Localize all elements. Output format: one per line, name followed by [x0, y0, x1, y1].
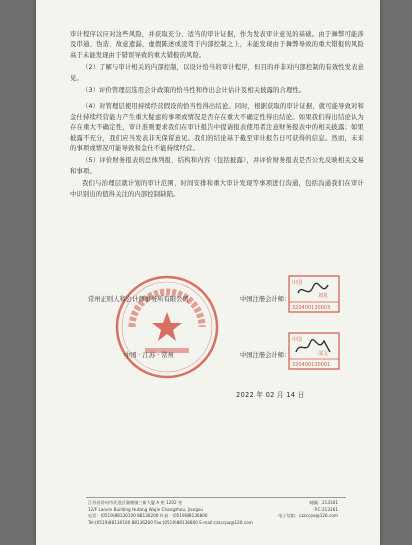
address-en: 12/F Lanxin Building Hutang Wujin Changzhou, Jiangsu — [88, 506, 203, 512]
svg-text:320400130001: 320400130001 — [292, 362, 331, 368]
cpa-label-2: 中国注册会计师： — [240, 352, 291, 359]
svg-text:320400130003: 320400130003 — [292, 305, 331, 311]
postcode-cn: 邮编：213161 — [309, 500, 338, 505]
firm-name: 常州正则人和会计师事务所有限公司 — [88, 296, 189, 303]
phone-en: Tel:(0519)88130100 88136200 Fax:(0519)88136800 E-mail:czzccpa@126.com — [88, 519, 253, 525]
cpa-label-1: 中国注册会计师： — [240, 296, 291, 303]
footer-divider — [86, 497, 346, 498]
letterhead-footer — [88, 500, 338, 526]
cpa-stamp-1 — [288, 275, 340, 313]
paragraph-1: 审计程序以应对这些风险，并获取充分、适当的审计证据，作为发表审计意见的基础。由于舞弊可能涉及串通、伪造、故意遗漏、虚假陈述或凌驾于内部控制之上，未能发现由于舞弊导致的重大错报的风险高于未能发现由于错误导致的重大错报的风险。 — [70, 31, 364, 59]
report-date: 2022 年 02 月 14 日 — [236, 391, 305, 399]
svg-text:中国: 中国 — [292, 337, 303, 343]
svg-text:邵文: 邵文 — [318, 351, 329, 357]
svg-text:中国: 中国 — [292, 280, 303, 286]
firm-seal — [112, 272, 222, 382]
paragraph-5: （5）评价财务报表的总体列报、结构和内容（包括披露），并评价财务报表是否公允反映相关交易和事项。 — [70, 157, 364, 175]
phone-cn: 电话：(0519)88130100 88136200 传真：(0519)88136800 — [88, 513, 208, 519]
report-body — [70, 30, 364, 202]
paragraph-6: 我们与治理层就计划的审计范围、时间安排和重大审计发现等事项进行沟通，包括沟通我们在审计中识别出的值得关注的内部控制缺陷。 — [70, 180, 364, 198]
cpa-stamp-2 — [288, 332, 340, 370]
address-cn: 江苏省常州市武进区湖塘镇三新大厦 A 座 1202 室 — [88, 500, 183, 505]
location-text: 中国 · 江苏 · 常州 — [124, 352, 174, 359]
paragraph-4: （4）对管理层使用持续经营假设的恰当性得出结论。同时，根据获取的审计证据，就可能导致对和金仕持续经营能力产生重大疑虑的事项或情况是否存在重大不确定性得出结论。如果我们得出结论认为存在重大不确定性，审计准则要求我们在审计报告中提请报表使用者注意财务报表中的相关披露；如果披露不充分，我们应当发表非无保留意见。我们的结论基于截至审计报告日可获得的信息。然而，未来的事项或情况可能导致和金仕不能持续经营。 — [70, 103, 364, 153]
email-cn: 电子信箱：czzccpa@126.com — [278, 513, 338, 519]
svg-text:刘星: 刘星 — [318, 293, 329, 299]
paragraph-2: （2）了解与审计相关的内部控制，以设计恰当的审计程序，但目的并非对内部控制的有效性发表意见。 — [70, 64, 364, 82]
paragraph-3: （3）评价管理层选用会计政策的恰当性和作出会计估计及相关披露的合理性。 — [82, 87, 306, 95]
postcode-en: P.C:213161 — [314, 506, 338, 512]
document-page — [36, 0, 380, 545]
